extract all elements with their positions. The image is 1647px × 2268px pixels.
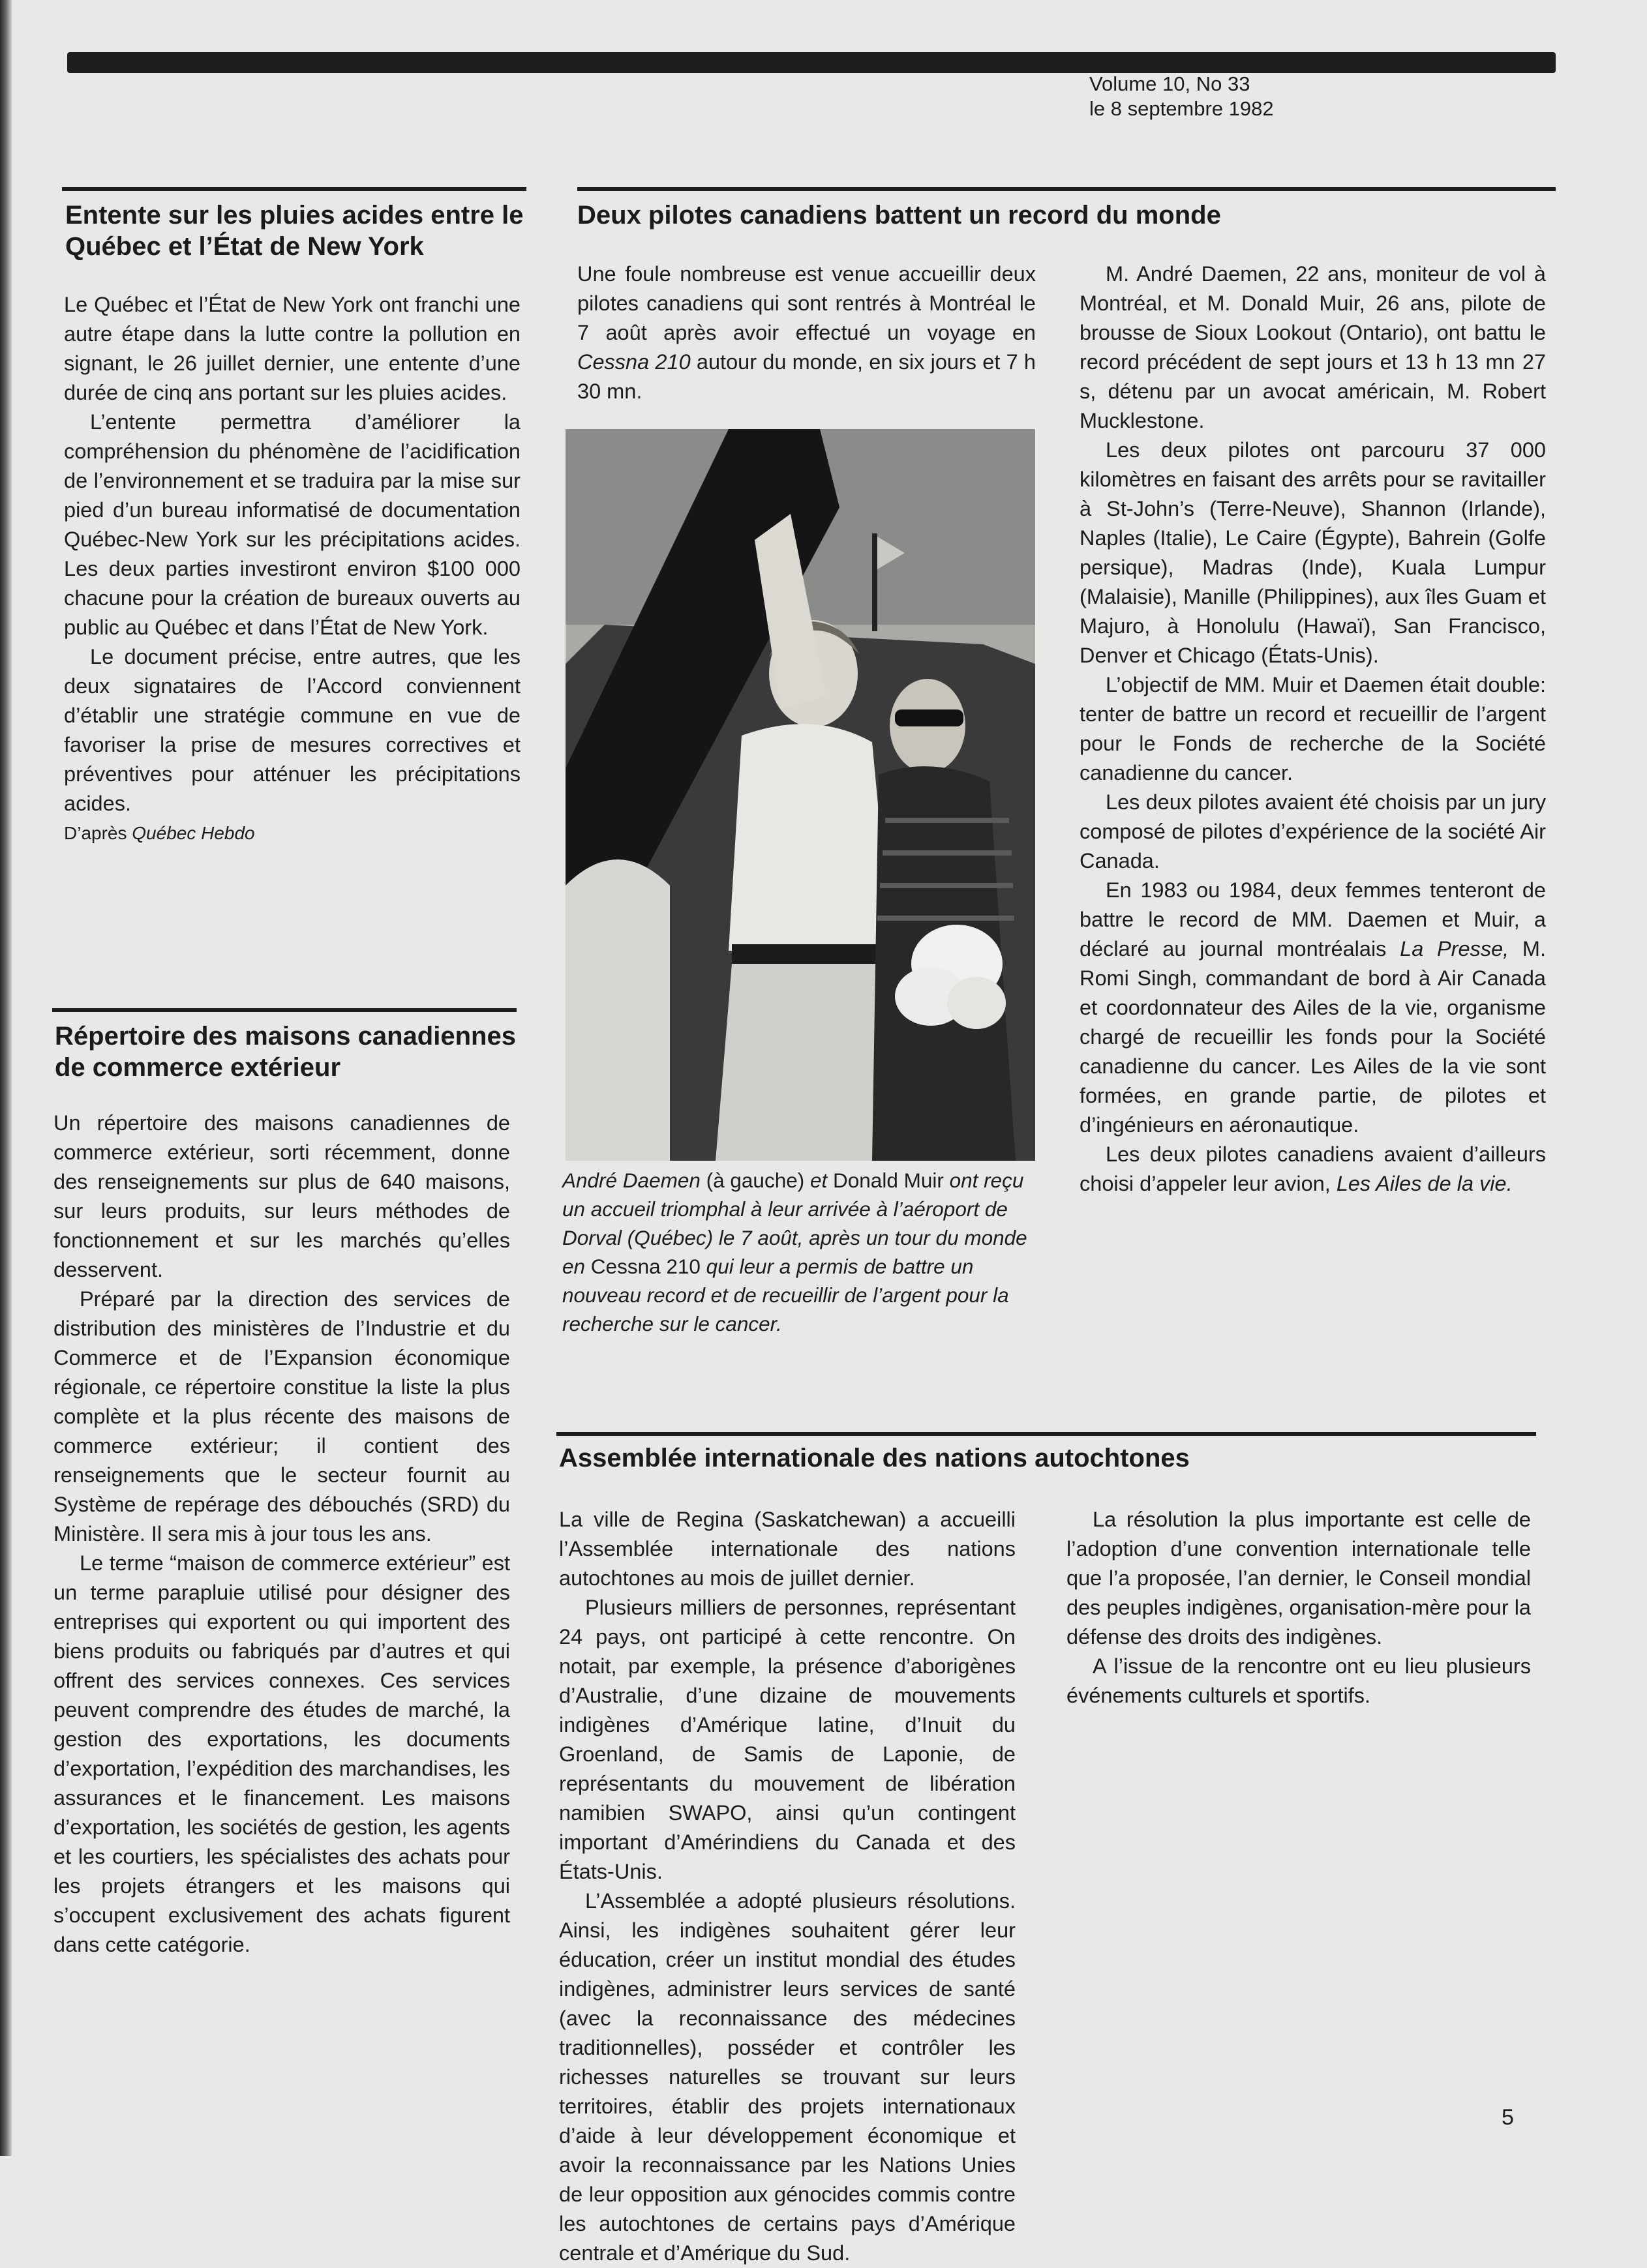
article-indigenous-assembly-col2 xyxy=(1066,1505,1531,1710)
photo-caption xyxy=(562,1166,1038,1338)
caption-run: (à gauche) xyxy=(700,1169,810,1192)
issue-volume: Volume 10, No 33 xyxy=(1089,72,1250,95)
newspaper-name: La Presse, xyxy=(1400,937,1509,961)
text-run: Une foule nombreuse est venue accueillir deux pilotes canadiens qui sont rentrés à Montréal le 7 août après avoir effectué un voyage en xyxy=(577,262,1036,344)
paragraph xyxy=(1080,1140,1546,1199)
text-run: En 1983 ou 1984, deux femmes tenteront de battre le record de MM. Daemen et Muir, a déclaré au journal montréalais xyxy=(1080,878,1546,961)
article-trade-directory-body xyxy=(53,1109,510,1960)
headline-trade-directory: Répertoire des maisons canadiennes de commerce extérieur xyxy=(55,1022,516,1082)
caption-run: Cessna 210 xyxy=(585,1255,706,1278)
paragraph: L’objectif de MM. Muir et Daemen était double: tenter de battre un record et recueillir de l’argent pour le Fonds de recherche de la Société canadienne du cancer. xyxy=(1080,673,1546,784)
paragraph: Préparé par la direction des services de distribution des ministères de l’Industrie et du Commerce et de l’Expansion économique régionale, ce répertoire constitue la liste la plus complète et la plus récente des maisons de commerce extérieur; il contient des renseignements que le secteur fournit au Système de repérage des débouchés (SRD) du Ministère. Il sera mis à jour tous les ans. xyxy=(53,1287,510,1545)
paragraph xyxy=(577,260,1036,406)
headline-indigenous-assembly: Assemblée internationale des nations autochtones xyxy=(559,1444,1190,1472)
paragraph: Les deux pilotes avaient été choisis par un jury composé de pilotes d’expérience de la société Air Canada. xyxy=(1080,790,1546,873)
caption-run: qui leur a permis de battre un nouveau record et de recueillir de l’argent pour la recherche sur le cancer. xyxy=(562,1255,1009,1335)
paragraph xyxy=(1080,876,1546,1140)
paragraph: Le terme “maison de commerce extérieur” est un terme parapluie utilisé pour désigner des entreprises qui exportent ou qui importent des biens produits ou fabriqués par d’autres et qui offrent des services connexes. Ces services peuvent comprendre des études de marché, la gestion des exportations, les documents d’exportation, l’expédition des marchandises, les assurances et le financement. Les maisons d’exportation, les sociétés de gestion, les agents et les courtiers, les spécialistes des achats pour les projets étrangers et les maisons qui s’occupent exclusivement des achats figurent dans cette catégorie. xyxy=(53,1551,510,1956)
paragraph: L’Assemblée a adopté plusieurs résolutions. Ainsi, les indigènes souhaitent gérer leur éducation, créer un institut mondial des études indigènes, administrer leurs services de santé (avec la reconnaissance des médecines traditionnelles), posséder et contrôler les richesses naturelles se trouvant sur leurs territoires, établir des projets internationaux d’aide à leur développement économique et avoir la reconnaissance par les Nations Unies de leur opposition aux génocides commis contre les autochtones de certains pays d’Amérique centrale et d’Amérique du Sud. xyxy=(559,1889,1016,2265)
article-pilots-intro xyxy=(577,260,1036,406)
source-name: Québec Hebdo xyxy=(132,823,255,843)
aircraft-nickname: Les Ailes de la vie. xyxy=(1336,1172,1513,1195)
top-rule-bar xyxy=(67,52,1556,73)
paragraph: La ville de Regina (Saskatchewan) a accueilli l’Assemblée internationale des nations autochtones au mois de juillet dernier. xyxy=(559,1508,1016,1590)
caption-run: André Daemen xyxy=(562,1169,701,1192)
text-run: Les deux pilotes canadiens avaient d’ailleurs choisi d’appeler leur avion, xyxy=(1080,1142,1546,1195)
article-rule-trade-directory xyxy=(52,1008,517,1012)
article-rule-acid-rain xyxy=(62,187,526,191)
caption-run: ont reçu un accueil triomphal à leur arrivée à l’aéroport de Dorval (Québec) le 7 août, après un tour du monde en xyxy=(562,1169,1027,1278)
paragraph: Le Québec et l’État de New York ont franchi une autre étape dans la lutte contre la pollution en signant, le 26 juillet dernier, une entente d’une durée de cinq ans portant sur les pluies acides. xyxy=(64,293,521,404)
paragraph: Les deux pilotes ont parcouru 37 000 kilomètres en faisant des arrêts pour se ravitailler à St-John’s (Terre-Neuve), Shannon (Irlande), Naples (Italie), Le Caire (Égypte), Bahrein (Golfe persique), Madras (Inde), Kuala Lumpur (Malaisie), Manille (Philippines), aux îles Guam et Majuro, à Honolulu (Hawaï), San Francisco, Denver et Chicago (États-Unis). xyxy=(1080,438,1546,667)
article-rule-indigenous-assembly xyxy=(556,1432,1536,1436)
caption-run: Donald Muir xyxy=(827,1169,950,1192)
issue-info xyxy=(1089,72,1363,121)
article-indigenous-assembly-col1 xyxy=(559,1505,1016,2268)
source-prefix: D’après xyxy=(64,823,132,843)
headline-pilots: Deux pilotes canadiens battent un record du monde xyxy=(577,201,1221,230)
article-rule-pilots xyxy=(577,187,1556,191)
page-number: 5 xyxy=(1502,2105,1514,2130)
page-binding-edge xyxy=(0,0,12,2156)
paragraph: M. André Daemen, 22 ans, moniteur de vol à Montréal, et M. Donald Muir, 26 ans, pilote de brousse de Sioux Lookout (Ontario), ont battu le record précédent de sept jours et 13 h 13 mn 27 s, détenu par un avocat américain, M. Robert Mucklestone. xyxy=(1080,262,1546,432)
issue-date: le 8 septembre 1982 xyxy=(1089,97,1274,120)
photo-illustration xyxy=(566,429,1035,1161)
article-pilots-body xyxy=(1080,260,1546,1199)
paragraph: L’entente permettra d’améliorer la compréhension du phénomène de l’acidification de l’environnement et se traduira par la mise sur pied d’un bureau informatisé de documentation Québec-New York sur les précipitations acides. Les deux parties investiront environ $100 000 chacune pour la création de bureaux ouverts au public au Québec et dans l’État de New York. xyxy=(64,410,521,639)
aircraft-name: Cessna 210 xyxy=(577,350,691,374)
paragraph: Le document précise, entre autres, que les deux signataires de l’Accord conviennent d’établir une stratégie commune en vue de favoriser la prise de mesures correctives et préventives pour atténuer les précipitations acides. xyxy=(64,645,521,815)
caption-run: et xyxy=(809,1169,828,1192)
headline-acid-rain: Entente sur les pluies acides entre le Québec et l’État de New York xyxy=(65,201,524,261)
article-source xyxy=(64,818,521,848)
photo-pilots-arrival xyxy=(566,429,1035,1161)
paragraph: A l’issue de la rencontre ont eu lieu plusieurs événements culturels et sportifs. xyxy=(1066,1654,1531,1707)
text-run: M. Romi Singh, commandant de bord à Air Canada et coordonnateur des Ailes de la vie, organisme chargé de recueillir les fonds pour la Société canadienne du cancer. Les Ailes de la vie sont formées, en grande partie, de pilotes et d’ingénieurs en aéronautique. xyxy=(1080,937,1546,1137)
paragraph: Un répertoire des maisons canadiennes de commerce extérieur, sorti récemment, donne des renseignements sur plus de 640 maisons, sur leurs produits, sur leurs méthodes de fonctionnement et sur les marchés qu’elles desservent. xyxy=(53,1111,510,1281)
paragraph: La résolution la plus importante est celle de l’adoption d’une convention internationale telle que l’a proposée, l’an dernier, le Conseil mondial des peuples indigènes, organisation-mère pour la défense des droits des indigènes. xyxy=(1066,1508,1531,1649)
article-acid-rain-body xyxy=(64,290,521,848)
text-run: autour du monde, en six jours et 7 h 30 mn. xyxy=(577,350,1036,403)
paragraph: Plusieurs milliers de personnes, représentant 24 pays, ont participé à cette rencontre. On notait, par exemple, la présence d’aborigènes d’Australie, d’une dizaine de mouvements indigènes d’Amérique latine, d’Inuit du Groenland, de Samis de Laponie, de représentants du mouvement de libération namibien SWAPO, ainsi qu’un contingent important d’Amérindiens du Canada et des États-Unis. xyxy=(559,1596,1016,1883)
